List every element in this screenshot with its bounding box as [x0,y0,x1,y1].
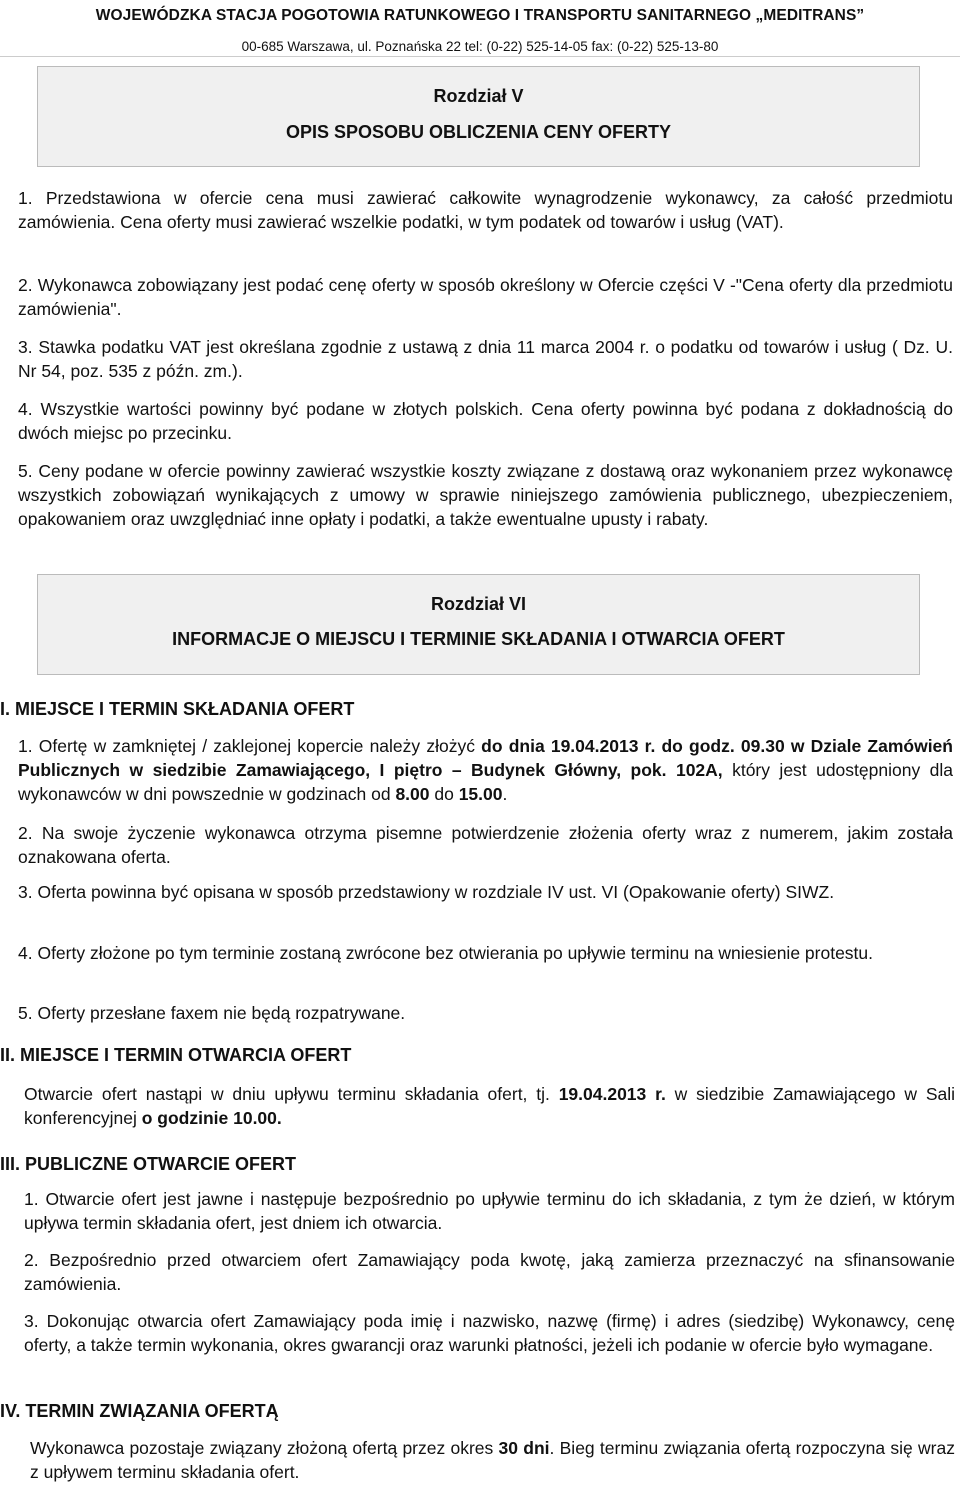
organization-address: 00-685 Warszawa, ul. Poznańska 22 tel: (0-22) 525-14-05 fax: (0-22) 525-13-80 [241,39,719,54]
chapter-6-subtitle: INFORMACJE O MIEJSCU I TERMINIE SKŁADANIA I OTWARCIA OFERT [172,629,785,649]
header-divider [0,56,960,57]
section-1-item-1: 1. Ofertę w zamkniętej / zaklejonej kopercie należy złożyć do dnia 19.04.2013 r. do godz. 09.30 w Dziale Zamówień Publicznych w siedzibie Zamawiającego, I piętro – Budynek Główny, pok. 102A, który jest udostępniony dla wykonawców w dni powszednie w godzinach od 8.00 do 15.00. [18,736,953,804]
chapter-5-item-4: 4. Wszystkie wartości powinny być podane w złotych polskich. Cena oferty powinna być podana z dokładnością do dwóch miejsc po przecinku. [18,399,953,443]
chapter-5-box [37,66,920,167]
section-3-heading: III. PUBLICZNE OTWARCIE OFERT [0,1154,296,1174]
chapter-5-item-2: 2. Wykonawca zobowiązany jest podać cenę oferty w sposób określony w Ofercie części V -"Cena oferty dla przedmiotu zamówienia". [18,275,953,319]
section-1-item-2: 2. Na swoje życzenie wykonawca otrzyma pisemne potwierdzenie złożenia oferty wraz z numerem, jakim została oznakowana oferta. [18,823,953,867]
chapter-5-item-1: 1. Przedstawiona w ofercie cena musi zawierać całkowite wynagrodzenie wykonawcy, za całość przedmiotu zamówienia. Cena oferty musi zawierać wszelkie podatki, w tym podatek od towarów i usług (VAT). [18,188,953,232]
section-3-item-3: 3. Dokonując otwarcia ofert Zamawiający poda imię i nazwisko, nazwę (firmę) i adres (siedzibę) Wykonawcy, cenę oferty, a także termin wykonania, okres gwarancji oraz warunki płatności, jeżeli ich podanie w ofercie było wymagane. [24,1311,955,1355]
section-4-text: Wykonawca pozostaje związany złożoną ofertą przez okres 30 dni. Bieg terminu związania ofertą rozpoczyna się wraz z upływem terminu składania ofert. [30,1438,955,1482]
section-3-item-2: 2. Bezpośrednio przed otwarciem ofert Zamawiający poda kwotę, jaką zamierza przeznaczyć na sfinansowanie zamówienia. [24,1250,955,1294]
organization-name: WOJEWÓDZKA STACJA POGOTOWIA RATUNKOWEGO I TRANSPORTU SANITARNEGO „MEDITRANS” [95,7,865,24]
chapter-5-item-3: 3. Stawka podatku VAT jest określana zgodnie z ustawą z dnia 11 marca 2004 r. o podatku od towarów i usług ( Dz. U. Nr 54, poz. 535 z późn. zm.). [18,337,953,381]
section-1-item-3: 3. Oferta powinna być opisana w sposób przedstawiony w rozdziale IV ust. VI (Opakowanie oferty) SIWZ. [18,882,835,902]
chapter-5-title: Rozdział V [433,86,524,106]
section-1-heading: I. MIEJSCE I TERMIN SKŁADANIA OFERT [0,699,355,719]
section-1-item-4: 4. Oferty złożone po tym terminie zostaną zwrócone bez otwierania po upływie terminu na wniesienie protestu. [18,943,874,963]
chapter-6-title: Rozdział VI [430,594,526,614]
chapter-5-item-5: 5. Ceny podane w ofercie powinny zawierać wszystkie koszty związane z dostawą oraz wykonaniem przez wykonawcę wszystkich zobowiązań wynikających z umowy w sprawie niniejszego zamówienia publicznego, ubezpieczeniem, opakowaniem oraz uwzględniać inne opłaty i podatki, a także ewentualne upusty i rabaty. [18,461,953,529]
section-2-text: Otwarcie ofert nastąpi w dniu upływu terminu składania ofert, tj. 19.04.2013 r. w siedzibie Zamawiającego w Sali konferencyjnej o godzinie 10.00. [24,1084,956,1128]
section-3-item-1: 1. Otwarcie ofert jest jawne i następuje bezpośrednio po upływie terminu do ich składania, z tym że dzień, w którym upływa termin składania ofert, jest dniem ich otwarcia. [24,1189,955,1233]
chapter-6-box [37,574,920,675]
section-2-heading: II. MIEJSCE I TERMIN OTWARCIA OFERT [0,1045,352,1065]
section-4-heading: IV. TERMIN ZWIĄZANIA OFERTĄ [0,1401,279,1421]
chapter-5-subtitle: OPIS SPOSOBU OBLICZENIA CENY OFERTY [285,122,672,142]
section-1-item-5: 5. Oferty przesłane faxem nie będą rozpatrywane. [18,1003,406,1023]
